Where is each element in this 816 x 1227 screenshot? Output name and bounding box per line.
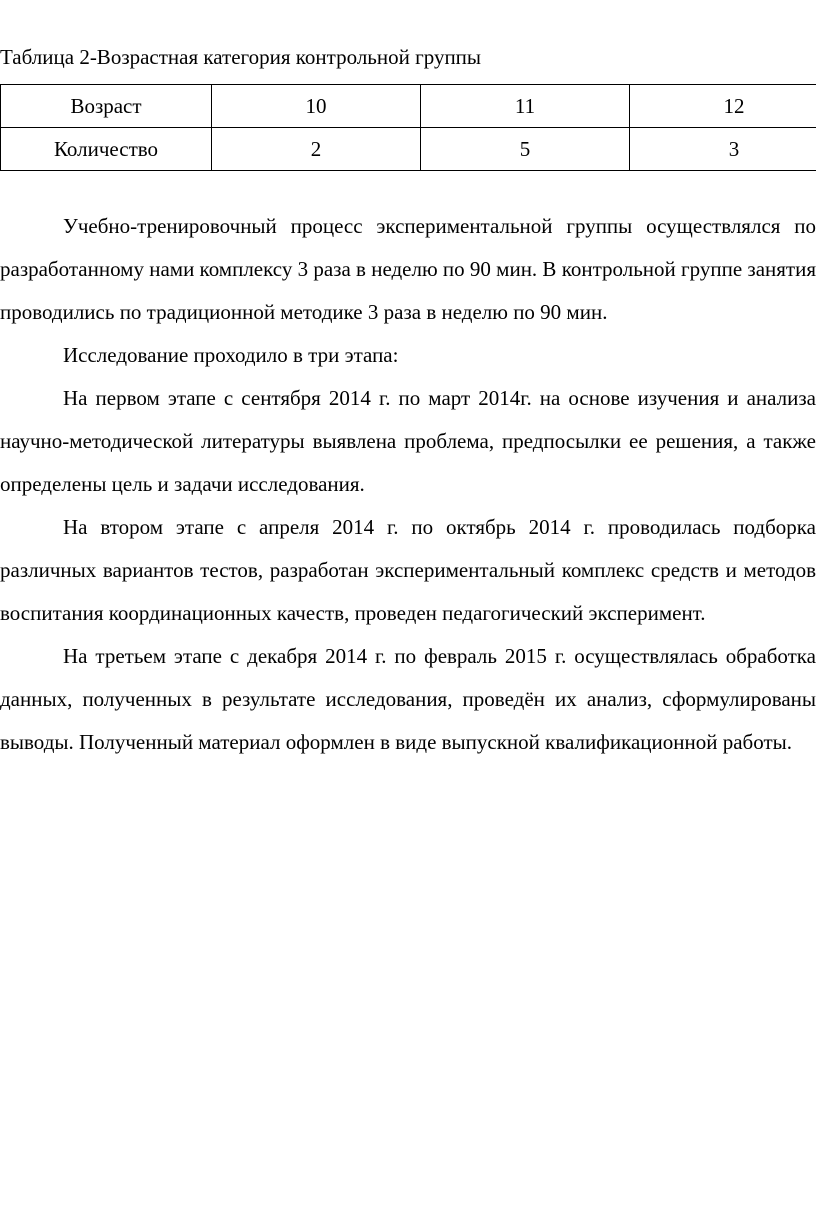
table-row-age (1, 85, 816, 128)
table-cell-count-11: 5 (421, 128, 630, 171)
table-cell-count-12: 3 (630, 128, 816, 171)
table-cell-age-10: 10 (212, 85, 421, 128)
paragraph-stages-intro: Исследование проходило в три этапа: (63, 343, 399, 367)
paragraph-training-process: Учебно-тренировочный процесс экспериментальной группы осуществлялся по разработанному нами комплексу 3 раза в неделю по 90 мин. В контрольной группе занятия проводились по традиционной методике 3 раза в неделю по 90 мин. (0, 214, 816, 324)
age-category-table (0, 84, 816, 171)
paragraph-stage-three: На третьем этапе с декабря 2014 г. по февраль 2015 г. осуществлялась обработка данных, полученных в результате исследования, проведён их анализ, сформулированы выводы. Полученный материал оформлен в виде выпускной квалификационной работы. (0, 644, 816, 754)
body-text (0, 205, 816, 764)
paragraph-stage-two: На втором этапе с апреля 2014 г. по октябрь 2014 г. проводилась подборка различных вариантов тестов, разработан экспериментальный комплекс средств и методов воспитания координационных качеств, проведен педагогический эксперимент. (0, 515, 816, 625)
table-cell-count-10: 2 (212, 128, 421, 171)
table-caption: Таблица 2-Возрастная категория контрольной группы (0, 45, 482, 69)
paragraph-stage-one: На первом этапе с сентября 2014 г. по март 2014г. на основе изучения и анализа научно-методической литературы выявлена проблема, предпосылки ее решения, а также определены цель и задачи исследования. (0, 386, 816, 496)
table-cell-age-12: 12 (630, 85, 816, 128)
table-cell-age-label: Возраст (1, 85, 212, 128)
table-cell-age-11: 11 (421, 85, 630, 128)
table-cell-count-label: Количество (1, 128, 212, 171)
table-row-count (1, 128, 816, 171)
